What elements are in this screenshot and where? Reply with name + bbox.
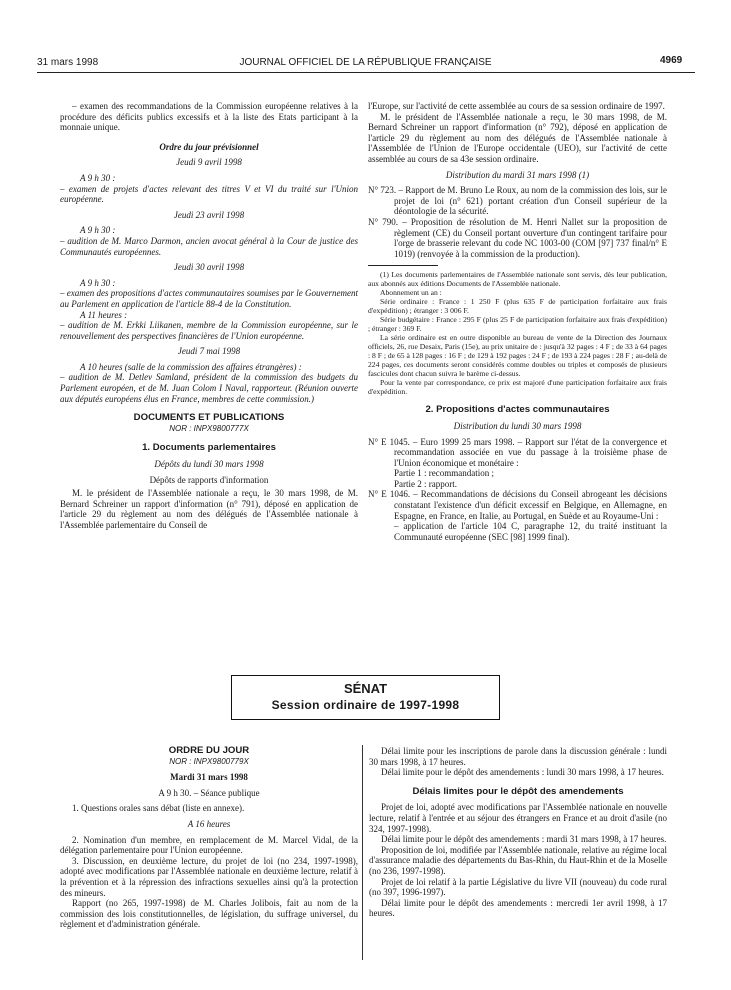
- doc-n790: N° 790. – Proposition de résolution de M. Henri Nallet sur la proposition de règlement (CE) du Conseil portant ouverture d'un contingent tarifaire pour l'orge de brasserie relevant du code NC 1003-00 (COM [97] 737 final/n° E 1019) (renvoyée à la commission de la production).: [368, 216, 667, 259]
- d4-time: A 10 heures (salle de la commission des affaires étrangères) :: [80, 361, 302, 372]
- amend-p1: Projet de loi, adopté avec modifications par l'Assemblée nationale en nouvelle lecture, relatif à l'entrée et au séjour des étrangers en France et au droit d'asile (no 324, 1997-1998).: [369, 802, 667, 834]
- docs-heading: DOCUMENTS ET PUBLICATIONS: [133, 412, 285, 424]
- footnote-1: (1) Les documents parlementaires de l'Assemblée nationale sont servis, dès leur publication, aux abonnés aux éditions Documents de l'Assemblée nationale.: [368, 270, 667, 289]
- delai-1: Délai limite pour les inscriptions de parole dans la discussion générale : lundi 30 mars 1998, à 17 heures.: [369, 746, 667, 767]
- d3-item1: – examen des propositions d'actes communautaires soumises par le Gouvernement au Parlement en application de l'article 88-4 de la Constitution.: [60, 288, 358, 309]
- d2-item: – audition de M. Marco Darmon, ancien avocat général à la Cour de justice des Communautés européennes.: [60, 235, 358, 257]
- parl-heading: 1. Documents parlementaires: [142, 442, 276, 454]
- senat-time2: A 16 heures: [187, 818, 231, 829]
- d3-time1: A 9 h 30 :: [80, 277, 116, 288]
- footnote-3: Série ordinaire : France : 1 250 F (plus 635 F de participation forfaitaire aux frais d'expédition) ; étranger : 3 006 F.: [368, 297, 667, 316]
- doc-e1045: N° E 1045. – Euro 1999 25 mars 1998. – Rapport sur l'état de la convergence et recommandation associée en vue du passage à la troisième phase de l'Union économique et monétaire :: [368, 436, 667, 468]
- prop-heading: 2. Propositions d'actes communautaires: [425, 404, 610, 416]
- amend-p3-delai: Délai limite pour le dépôt des amendements : mercredi 1er avril 1998, à 17 heures.: [369, 897, 667, 919]
- intro-item: – examen des recommandations de la Commission européenne relatives à la procédure des déficits publics excessifs et à la liste des Etats participant à la monnaie unique.: [60, 101, 358, 133]
- senat-box: [231, 675, 500, 720]
- bottom-right-column: [369, 746, 667, 919]
- depots-title: Dépôts de rapports d'information: [149, 474, 269, 485]
- senat-nor: NOR : INPX9800779X: [169, 756, 249, 766]
- d2-time: A 9 h 30 :: [80, 225, 116, 236]
- top-right-column: [368, 101, 667, 542]
- footnote-4: Série budgétaire : France : 295 F (plus 25 F de participation forfaitaire aux frais d'expédition) ; étranger : 369 F.: [368, 315, 667, 334]
- nor-code: NOR : INPX9800777X: [169, 423, 249, 433]
- bottom-left-column: [60, 746, 358, 930]
- dist-heading: Distribution du mardi 31 mars 1998 (1): [445, 169, 590, 180]
- prop-dist: Distribution du lundi 30 mars 1998: [453, 420, 582, 431]
- senat-title: SÉNAT: [343, 681, 388, 696]
- footnote-6: Pour la vente par correspondance, ce prix est majoré d'une participation forfaitaire aux frais d'expédition.: [368, 378, 667, 397]
- footnote-rule: [368, 265, 438, 266]
- d4-item: – audition de M. Detlev Samland, président de la commission des budgets du Parlement européen, et de M. Juan Colom I Naval, rapporteur. (Réunion ouverte aux députés européens élus en France, membres de cette commission.): [60, 372, 358, 404]
- continued-text: l'Europe, sur l'activité de cette assemblée au cours de sa session ordinaire de 1997.: [368, 101, 665, 111]
- d2-date: Jeudi 23 avril 1998: [173, 209, 245, 220]
- d3-time2: A 11 heures :: [80, 309, 128, 320]
- e1045-part2: Partie 2 : rapport.: [394, 478, 457, 489]
- e1045-part1: Partie 1 : recommandation ;: [394, 468, 494, 479]
- senat-item2: 2. Nomination d'un membre, en remplacement de M. Marcel Vidal, de la délégation parlementaire pour l'Union européenne.: [60, 834, 358, 856]
- column-divider: [362, 745, 363, 960]
- delai-2: Délai limite pour le dépôt des amendements : lundi 30 mars 1998, à 17 heures.: [381, 767, 664, 778]
- d4-date: Jeudi 7 mai 1998: [177, 346, 241, 357]
- d1-date: Jeudi 9 avril 1998: [176, 157, 242, 168]
- doc-n723: N° 723. – Rapport de M. Bruno Le Roux, au nom de la commission des lois, sur le projet de loi (n° 621) portant création d'un Conseil supérieur de la déontologie de la sécurité.: [368, 185, 667, 217]
- parl-dist: Dépôts du lundi 30 mars 1998: [154, 459, 264, 470]
- header-date: 31 mars 1998: [37, 57, 99, 68]
- footnote-5: La série ordinaire est en outre disponible au bureau de vente de la Direction des Journaux officiels, 26, rue Desaix, Paris (15e), au prix unitaire de : jusqu'à 32 pages : 4 F ; de 33 à 64 pages : 8 F ; de 65 à 128 pages : 16 F ; de 129 à 192 pages : 24 F ; de 193 à 224 pages : 28 F ; au-delà de 224 pages, ces documents seront considérés comme doubles ou triples et composés de plusieurs fascicules dont chacun suivra le barème ci-dessus.: [368, 333, 667, 379]
- depots-text: M. le président de l'Assemblée nationale a reçu, le 30 mars 1998, de M. Bernard Schreiner un rapport d'information (n° 791), déposé en application de l'article 29 du règlement au nom des délégués de l'Assemblée nationale à l'Assemblée parlementaire du Conseil de: [60, 488, 358, 530]
- doc-e1046: N° E 1046. – Recommandations de décisions du Conseil abrogeant les décisions constatant l'existence d'un déficit excessif en Belgique, en Allemagne, en Espagne, en France, en Italie, au Portugal, en Suède et au Royaume-Uni :: [368, 489, 667, 521]
- senat-item3: 3. Discussion, en deuxième lecture, du projet de loi (no 234, 1997-1998), adopté avec modifications par l'Assemblée nationale en deuxième lecture, relatif à la prévention et à la répression des infractions sexuelles ainsi qu'à la protection des mineurs.: [60, 855, 358, 898]
- page-number: 4969: [660, 55, 683, 66]
- odj-heading: ORDRE DU JOUR: [168, 745, 250, 756]
- odj-title: Ordre du jour prévisionnel: [159, 141, 259, 152]
- header-rule: [37, 72, 695, 73]
- senat-subtitle: Session ordinaire de 1997-1998: [271, 698, 460, 712]
- amend-p3: Projet de loi relatif à la partie Législative du livre VII (nouveau) du code rural (no 397, 1996-1997).: [369, 876, 667, 898]
- senat-date: Mardi 31 mars 1998: [170, 772, 248, 783]
- senat-rapport: Rapport (no 265, 1997-1998) de M. Charles Jolibois, fait au nom de la commission des lois constitutionnelles, de législation, du suffrage universel, du règlement et d'administration générale.: [60, 898, 358, 930]
- seance: A 9 h 30. – Séance publique: [158, 787, 260, 798]
- d3-item2: – audition de M. Erkki Liikanen, membre de la Commission européenne, sur le renouvellement des perspectives financières de l'Union européenne.: [60, 320, 358, 341]
- e1046-sub: – application de l'article 104 C, paragraphe 12, du traité instituant la Communauté européenne (SEC [98] 1999 final).: [394, 521, 667, 542]
- amend-p1-delai: Délai limite pour le dépôt des amendements : mardi 31 mars 1998, à 17 heures.: [381, 834, 667, 845]
- delais-heading: Délais limites pour le dépôt des amendements: [412, 785, 624, 797]
- d1-time: A 9 h 30 :: [80, 172, 116, 183]
- top-left-column: [60, 101, 358, 531]
- journal-title: JOURNAL OFFICIEL DE LA RÉPUBLIQUE FRANÇAISE: [239, 57, 492, 68]
- d1-item: – examen de projets d'actes relevant des titres V et VI du traité sur l'Union européenne.: [60, 183, 358, 205]
- footnote-2: Abonnement un an :: [380, 288, 442, 298]
- senat-item1: 1. Questions orales sans débat (liste en annexe).: [72, 803, 245, 814]
- d3-date: Jeudi 30 avril 1998: [173, 262, 245, 273]
- amend-p2: Proposition de loi, modifiée par l'Assemblée nationale, relative au régime local d'assurance maladie des départements du Bas-Rhin, du Haut-Rhin et de la Moselle (no 236, 1997-1998).: [369, 844, 667, 876]
- para2: M. le président de l'Assemblée nationale a reçu, le 30 mars 1998, de M. Bernard Schreiner un rapport d'information (n° 792), déposé en application de l'article 29 du règlement au nom des délégués de l'Assemblée nationale à l'Assemblée de l'Union de l'Europe occidentale (UEO), sur l'activité de cette assemblée au cours de sa 43e session ordinaire.: [368, 111, 667, 164]
